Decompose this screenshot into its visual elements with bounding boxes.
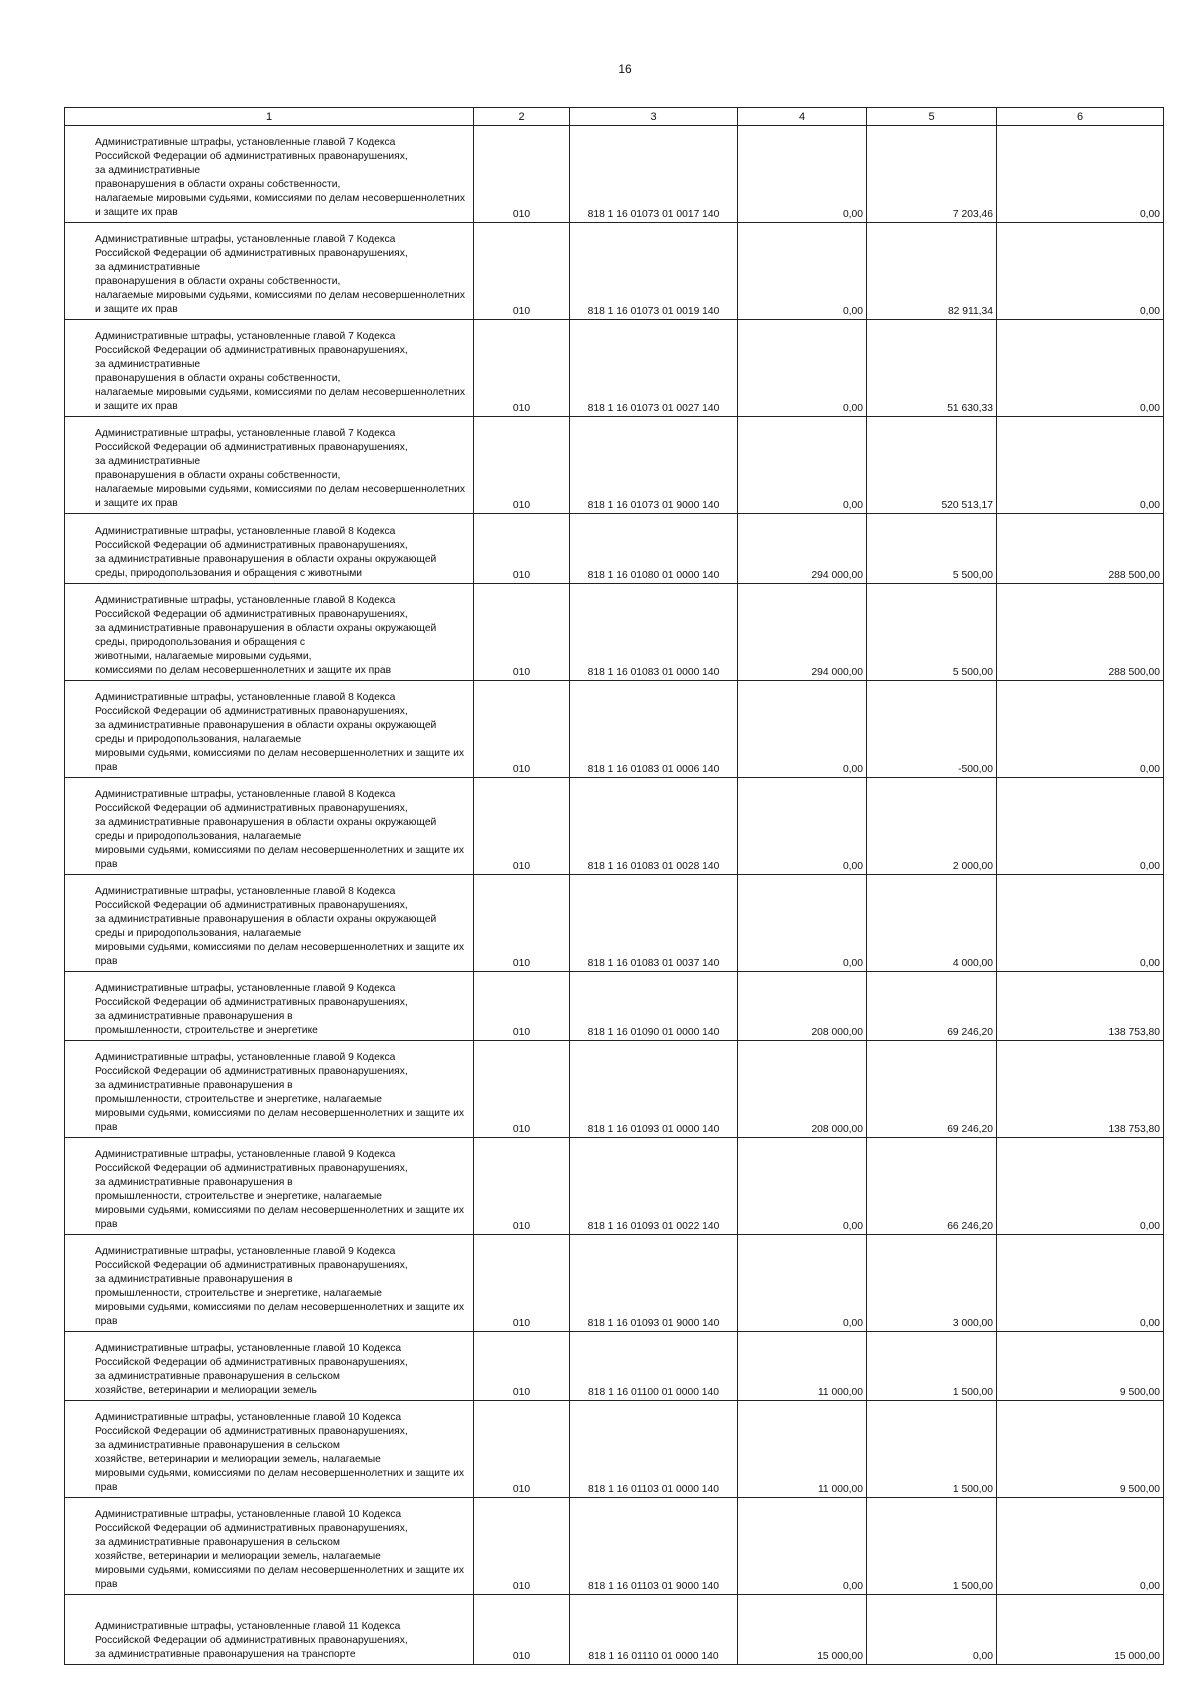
row-unexecuted-amount: 288 500,00: [997, 584, 1164, 681]
revenue-table: [64, 107, 1164, 1665]
row-approved-amount: 0,00: [738, 223, 867, 320]
row-executed-amount: 2 000,00: [867, 778, 997, 875]
table-row: [65, 1401, 1164, 1498]
row-line-code: 010: [474, 584, 570, 681]
row-approved-amount: 208 000,00: [738, 1041, 867, 1138]
row-unexecuted-amount: 138 753,80: [997, 972, 1164, 1041]
row-budget-code: 818 1 16 01093 01 0000 140: [570, 1041, 738, 1138]
table-row: [65, 320, 1164, 417]
table-row: [65, 223, 1164, 320]
row-approved-amount: 0,00: [738, 417, 867, 514]
row-approved-amount: 0,00: [738, 1235, 867, 1332]
row-budget-code: 818 1 16 01073 01 9000 140: [570, 417, 738, 514]
table-row: [65, 1138, 1164, 1235]
row-budget-code: 818 1 16 01100 01 0000 140: [570, 1332, 738, 1401]
row-executed-amount: 1 500,00: [867, 1401, 997, 1498]
row-description: Административные штрафы, установленные главой 7 Кодекса Российской Федерации об административных правонарушениях, за административные правонарушения в области охраны собственности, налагаемые мировыми судьями, комиссиями по делам несовершеннолетних и защите их прав: [65, 417, 474, 514]
row-line-code: 010: [474, 514, 570, 584]
row-budget-code: 818 1 16 01103 01 9000 140: [570, 1498, 738, 1595]
row-executed-amount: 69 246,20: [867, 1041, 997, 1138]
row-unexecuted-amount: 9 500,00: [997, 1332, 1164, 1401]
row-budget-code: 818 1 16 01083 01 0037 140: [570, 875, 738, 972]
table-row: [65, 778, 1164, 875]
header-cell-4: 4: [738, 108, 867, 126]
row-description: Административные штрафы, установленные главой 8 Кодекса Российской Федерации об административных правонарушениях, за административные правонарушения в области охраны окружающей среды, природопользования и обращения с животными: [65, 514, 474, 584]
table-row: [65, 972, 1164, 1041]
row-approved-amount: 208 000,00: [738, 972, 867, 1041]
row-executed-amount: 82 911,34: [867, 223, 997, 320]
row-executed-amount: 69 246,20: [867, 972, 997, 1041]
row-line-code: 010: [474, 1332, 570, 1401]
row-unexecuted-amount: 0,00: [997, 1498, 1164, 1595]
row-description: Административные штрафы, установленные главой 9 Кодекса Российской Федерации об административных правонарушениях, за административные правонарушения в промышленности, строительстве и энергетике, налагаемые мировыми судьями, комиссиями по делам несовершеннолетних и защите их прав: [65, 1235, 474, 1332]
header-cell-2: 2: [474, 108, 570, 126]
row-executed-amount: 1 500,00: [867, 1332, 997, 1401]
row-description: Административные штрафы, установленные главой 10 Кодекса Российской Федерации об административных правонарушениях, за административные правонарушения в сельском хозяйстве, ветеринарии и мелиорации земель: [65, 1332, 474, 1401]
row-budget-code: 818 1 16 01090 01 0000 140: [570, 972, 738, 1041]
row-approved-amount: 11 000,00: [738, 1332, 867, 1401]
row-budget-code: 818 1 16 01103 01 0000 140: [570, 1401, 738, 1498]
row-executed-amount: 51 630,33: [867, 320, 997, 417]
row-budget-code: 818 1 16 01073 01 0027 140: [570, 320, 738, 417]
row-line-code: 010: [474, 1235, 570, 1332]
row-approved-amount: 11 000,00: [738, 1401, 867, 1498]
row-description: Административные штрафы, установленные главой 8 Кодекса Российской Федерации об административных правонарушениях, за административные правонарушения в области охраны окружающей среды, природопользования и обращения с животными, налагаемые мировыми судьями, комиссиями по делам несовершеннолетних и защите их прав: [65, 584, 474, 681]
table-row: [65, 1498, 1164, 1595]
row-approved-amount: 0,00: [738, 681, 867, 778]
row-line-code: 010: [474, 320, 570, 417]
table-row: [65, 514, 1164, 584]
table-body: [65, 108, 1164, 1665]
row-budget-code: 818 1 16 01110 01 0000 140: [570, 1595, 738, 1665]
header-cell-1: 1: [65, 108, 474, 126]
row-approved-amount: 0,00: [738, 1138, 867, 1235]
row-description: Административные штрафы, установленные главой 10 Кодекса Российской Федерации об административных правонарушениях, за административные правонарушения в сельском хозяйстве, ветеринарии и мелиорации земель, налагаемые мировыми судьями, комиссиями по делам несовершеннолетних и защите их прав: [65, 1401, 474, 1498]
row-approved-amount: 294 000,00: [738, 514, 867, 584]
table-row: [65, 875, 1164, 972]
row-unexecuted-amount: 288 500,00: [997, 514, 1164, 584]
row-description: Административные штрафы, установленные главой 7 Кодекса Российской Федерации об административных правонарушениях, за административные правонарушения в области охраны собственности, налагаемые мировыми судьями, комиссиями по делам несовершеннолетних и защите их прав: [65, 320, 474, 417]
row-line-code: 010: [474, 778, 570, 875]
row-line-code: 010: [474, 681, 570, 778]
row-executed-amount: 5 500,00: [867, 584, 997, 681]
row-approved-amount: 294 000,00: [738, 584, 867, 681]
row-unexecuted-amount: 0,00: [997, 223, 1164, 320]
row-approved-amount: 15 000,00: [738, 1595, 867, 1665]
row-line-code: 010: [474, 126, 570, 223]
row-unexecuted-amount: 15 000,00: [997, 1595, 1164, 1665]
row-unexecuted-amount: 0,00: [997, 681, 1164, 778]
table-row: [65, 681, 1164, 778]
row-description: Административные штрафы, установленные главой 9 Кодекса Российской Федерации об административных правонарушениях, за административные правонарушения в промышленности, строительстве и энергетике, налагаемые мировыми судьями, комиссиями по делам несовершеннолетних и защите их прав: [65, 1138, 474, 1235]
row-description: Административные штрафы, установленные главой 9 Кодекса Российской Федерации об административных правонарушениях, за административные правонарушения в промышленности, строительстве и энергетике: [65, 972, 474, 1041]
table-row: [65, 584, 1164, 681]
row-description: Административные штрафы, установленные главой 8 Кодекса Российской Федерации об административных правонарушениях, за административные правонарушения в области охраны окружающей среды и природопользования, налагаемые мировыми судьями, комиссиями по делам несовершеннолетних и защите их прав: [65, 778, 474, 875]
row-unexecuted-amount: 138 753,80: [997, 1041, 1164, 1138]
row-executed-amount: 1 500,00: [867, 1498, 997, 1595]
row-unexecuted-amount: 0,00: [997, 126, 1164, 223]
header-cell-3: 3: [570, 108, 738, 126]
table-row: [65, 126, 1164, 223]
row-unexecuted-amount: 9 500,00: [997, 1401, 1164, 1498]
row-unexecuted-amount: 0,00: [997, 1138, 1164, 1235]
row-budget-code: 818 1 16 01083 01 0006 140: [570, 681, 738, 778]
row-line-code: 010: [474, 875, 570, 972]
row-budget-code: 818 1 16 01083 01 0028 140: [570, 778, 738, 875]
row-budget-code: 818 1 16 01093 01 0022 140: [570, 1138, 738, 1235]
row-executed-amount: 520 513,17: [867, 417, 997, 514]
row-unexecuted-amount: 0,00: [997, 320, 1164, 417]
row-description: Административные штрафы, установленные главой 9 Кодекса Российской Федерации об административных правонарушениях, за административные правонарушения в промышленности, строительстве и энергетике, налагаемые мировыми судьями, комиссиями по делам несовершеннолетних и защите их прав: [65, 1041, 474, 1138]
row-unexecuted-amount: 0,00: [997, 1235, 1164, 1332]
row-executed-amount: -500,00: [867, 681, 997, 778]
row-executed-amount: 66 246,20: [867, 1138, 997, 1235]
table-row: [65, 1041, 1164, 1138]
table-row: [65, 1332, 1164, 1401]
header-cell-5: 5: [867, 108, 997, 126]
row-executed-amount: 3 000,00: [867, 1235, 997, 1332]
row-line-code: 010: [474, 1401, 570, 1498]
row-executed-amount: 5 500,00: [867, 514, 997, 584]
row-line-code: 010: [474, 1041, 570, 1138]
row-budget-code: 818 1 16 01083 01 0000 140: [570, 584, 738, 681]
row-approved-amount: 0,00: [738, 126, 867, 223]
row-executed-amount: 4 000,00: [867, 875, 997, 972]
row-approved-amount: 0,00: [738, 320, 867, 417]
row-executed-amount: 7 203,46: [867, 126, 997, 223]
row-approved-amount: 0,00: [738, 778, 867, 875]
row-budget-code: 818 1 16 01080 01 0000 140: [570, 514, 738, 584]
row-description: Административные штрафы, установленные главой 10 Кодекса Российской Федерации об административных правонарушениях, за административные правонарушения в сельском хозяйстве, ветеринарии и мелиорации земель, налагаемые мировыми судьями, комиссиями по делам несовершеннолетних и защите их прав: [65, 1498, 474, 1595]
row-budget-code: 818 1 16 01073 01 0019 140: [570, 223, 738, 320]
row-line-code: 010: [474, 417, 570, 514]
row-line-code: 010: [474, 1595, 570, 1665]
row-line-code: 010: [474, 223, 570, 320]
row-unexecuted-amount: 0,00: [997, 417, 1164, 514]
row-description: Административные штрафы, установленные главой 8 Кодекса Российской Федерации об административных правонарушениях, за административные правонарушения в области охраны окружающей среды и природопользования, налагаемые мировыми судьями, комиссиями по делам несовершеннолетних и защите их прав: [65, 681, 474, 778]
row-approved-amount: 0,00: [738, 1498, 867, 1595]
header-row: [65, 108, 1164, 126]
table-row: [65, 1235, 1164, 1332]
row-unexecuted-amount: 0,00: [997, 875, 1164, 972]
row-budget-code: 818 1 16 01093 01 9000 140: [570, 1235, 738, 1332]
row-executed-amount: 0,00: [867, 1595, 997, 1665]
header-cell-6: 6: [997, 108, 1164, 126]
table-row: [65, 417, 1164, 514]
table-row: [65, 1595, 1164, 1665]
row-description: Административные штрафы, установленные главой 8 Кодекса Российской Федерации об административных правонарушениях, за административные правонарушения в области охраны окружающей среды и природопользования, налагаемые мировыми судьями, комиссиями по делам несовершеннолетних и защите их прав: [65, 875, 474, 972]
row-line-code: 010: [474, 972, 570, 1041]
row-description: Административные штрафы, установленные главой 11 Кодекса Российской Федерации об административных правонарушениях, за административные правонарушения на транспорте: [65, 1595, 474, 1665]
page-number: 16: [618, 62, 632, 76]
row-description: Административные штрафы, установленные главой 7 Кодекса Российской Федерации об административных правонарушениях, за административные правонарушения в области охраны собственности, налагаемые мировыми судьями, комиссиями по делам несовершеннолетних и защите их прав: [65, 223, 474, 320]
row-approved-amount: 0,00: [738, 875, 867, 972]
row-line-code: 010: [474, 1138, 570, 1235]
row-description: Административные штрафы, установленные главой 7 Кодекса Российской Федерации об административных правонарушениях, за административные правонарушения в области охраны собственности, налагаемые мировыми судьями, комиссиями по делам несовершеннолетних и защите их прав: [65, 126, 474, 223]
row-budget-code: 818 1 16 01073 01 0017 140: [570, 126, 738, 223]
row-line-code: 010: [474, 1498, 570, 1595]
row-unexecuted-amount: 0,00: [997, 778, 1164, 875]
